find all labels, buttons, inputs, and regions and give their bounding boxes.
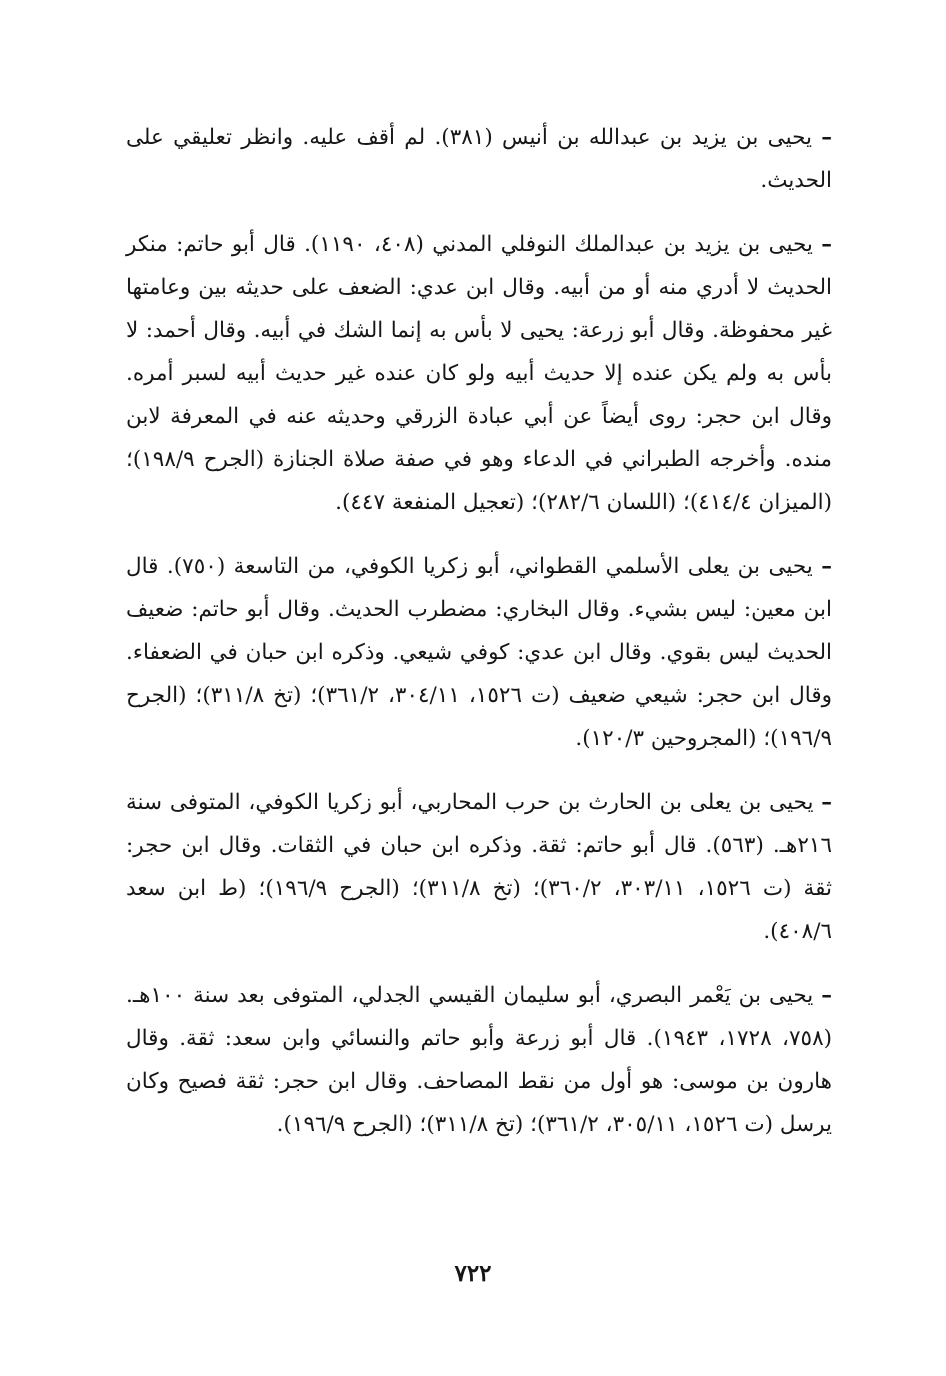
entry-yahya-ibn-yazid-al-nawfali [126, 223, 832, 524]
entry-text: يحيى بن يزيد بن عبدالله بن أنيس (٣٨١). لم أقف عليه. وانظر تعليقي على الحديث. [126, 125, 832, 193]
entry-dash: – [821, 554, 832, 579]
entry-text: يحيى بن يعلى الأسلمي القطواني، أبو زكريا الكوفي، من التاسعة (٧٥٠). قال ابن معين: ليس بشيء. وقال البخاري: مضطرب الحديث. وقال أبو حاتم: ضعيف الحديث ليس بقوي. وقال ابن عدي: كوفي شيعي. وذكره ابن حبان في الضعفاء. وقال ابن حجر: شيعي ضعيف (ت ١٥٢٦، ٣٠٤/١١، ٣٦١/٢)؛ (تخ ٣١١/٨)؛ (الجرح ١٩٦/٩)؛ (المجروحين ١٢٠/٣). [126, 554, 832, 751]
entry-yahya-ibn-yamar-al-basri [126, 974, 832, 1146]
entries-text [126, 116, 832, 1167]
entry-text: يحيى بن يزيد بن عبدالملك النوفلي المدني (٤٠٨، ١١٩٠). قال أبو حاتم: منكر الحديث لا أدري منه أو من أبيه. وقال ابن عدي: الضعف على حديثه بين وعامتها غير محفوظة. وقال أبو زرعة: يحيى لا بأس به إنما الشك في أبيه. وقال أحمد: لا بأس به ولم يكن عنده إلا حديث أبيه ولو كان عنده غير حديث أبيه لسبر أمره. وقال ابن حجر: روى أيضاً عن أبي عبادة الزرقي وحديثه عنه في المعرفة لابن منده. وأخرجه الطبراني في الدعاء وهو في صفة صلاة الجنازة (الجرح ١٩٨/٩)؛ (الميزان ٤١٤/٤)؛ (اللسان ٢٨٢/٦)؛ (تعجيل المنفعة ٤٤٧). [126, 232, 832, 515]
entry-yahya-ibn-yala-al-muharibi [126, 781, 832, 953]
page-number: ٧٢٢ [454, 1260, 492, 1287]
entry-text: يحيى بن يعلى بن الحارث بن حرب المحاربي، أبو زكريا الكوفي، المتوفى سنة ٢١٦هـ. (٥٦٣). قال أبو حاتم: ثقة. وذكره ابن حبان في الثقات. وقال ابن حجر: ثقة (ت ١٥٢٦، ٣٠٣/١١، ٣٦٠/٢)؛ (تخ ٣١١/٨)؛ (الجرح ١٩٦/٩)؛ (ط ابن سعد ٤٠٨/٦). [126, 790, 832, 944]
entry-yahya-ibn-yala-al-aslami [126, 545, 832, 760]
entry-dash: – [821, 983, 832, 1008]
entry-dash: – [821, 790, 832, 815]
entry-yahya-ibn-yazid-ibn-abdullah [126, 116, 832, 202]
entry-text: يحيى بن يَعْمر البصري، أبو سليمان القيسي الجدلي، المتوفى بعد سنة ١٠٠هـ. (٧٥٨، ١٧٢٨، ١٩٤٣). قال أبو زرعة وأبو حاتم والنسائي وابن سعد: ثقة. وقال هارون بن موسى: هو أول من نقط المصاحف. وقال ابن حجر: ثقة فصيح وكان يرسل (ت ١٥٢٦، ٣٠٥/١١، ٣٦١/٢)؛ (تخ ٣١١/٨)؛ (الجرح ١٩٦/٩). [126, 983, 833, 1137]
entry-dash: – [821, 232, 832, 257]
entry-dash: – [821, 125, 832, 150]
